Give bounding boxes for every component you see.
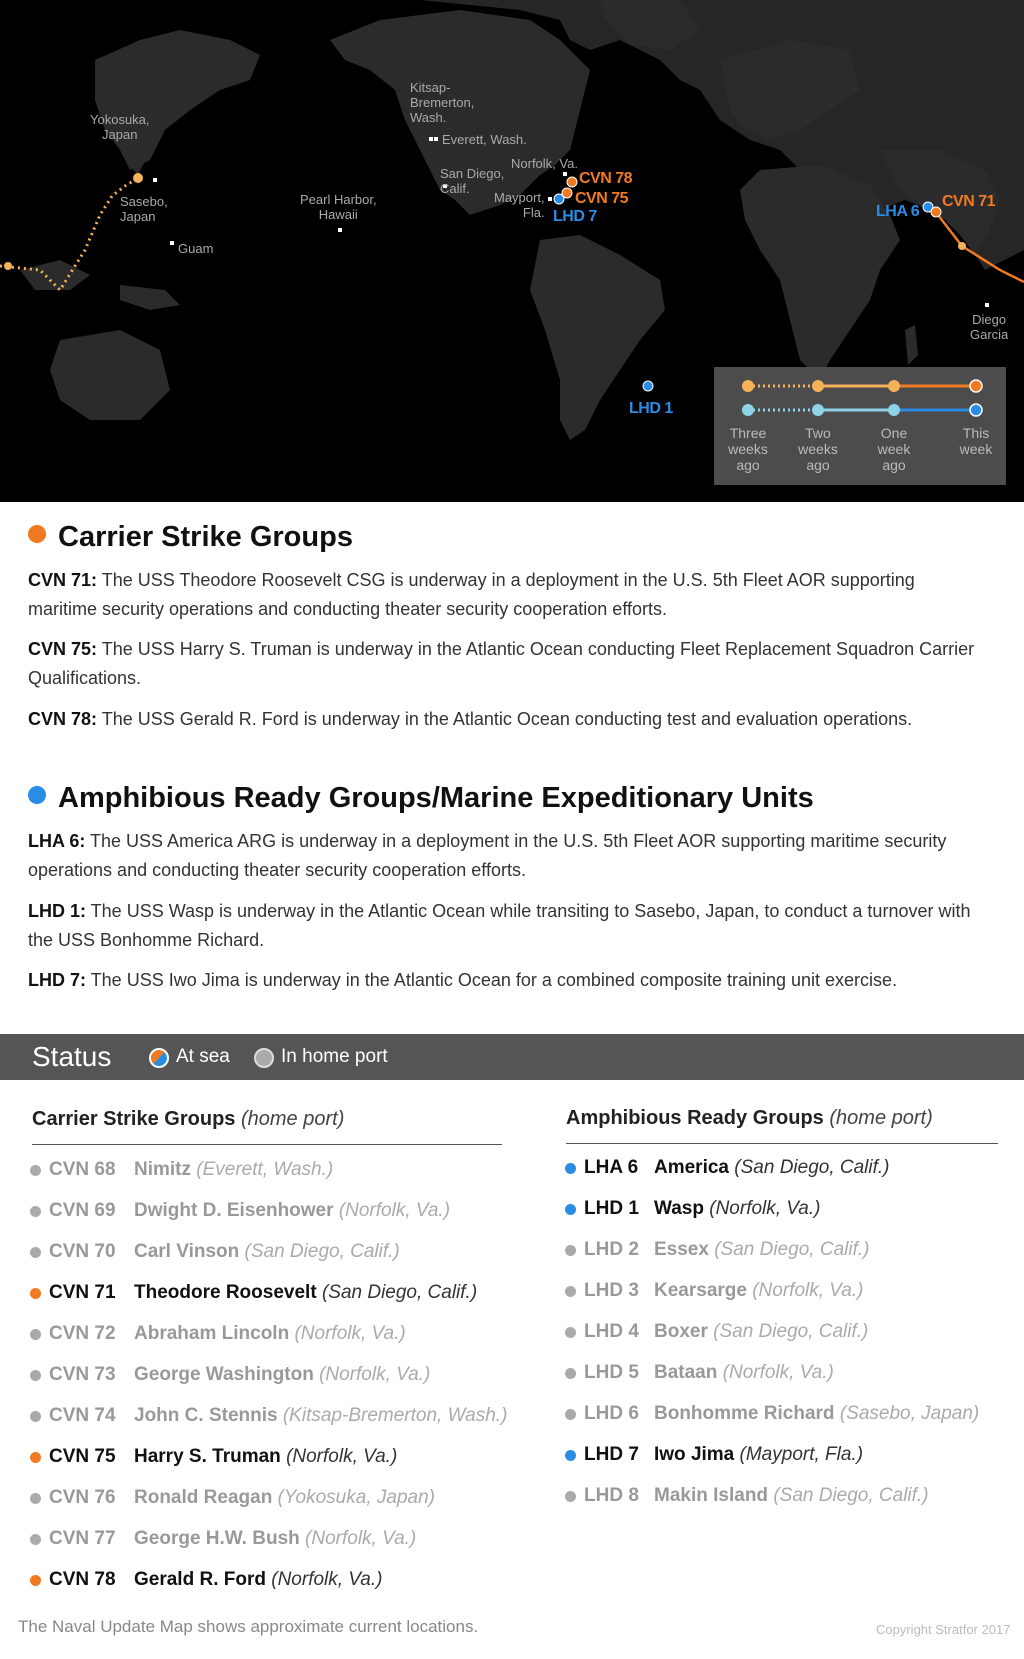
carrier-heading <box>28 520 353 554</box>
carrier-item-text: The USS Harry S. Truman is underway in the Atlantic Ocean conducting Fleet Replacement Squadron Carrier Qualifications. <box>28 639 975 688</box>
amphib-heading-text: Amphibious Ready Groups/Marine Expeditionary Units <box>58 782 814 814</box>
csg-table-heading-note: (home port) <box>240 1108 345 1130</box>
place-kitsap: Kitsap- Bremerton, Wash. <box>410 80 475 125</box>
ship-name-cell <box>134 1404 507 1428</box>
status-dot-icon <box>565 1327 576 1338</box>
ship-name-cell <box>134 1363 430 1387</box>
ship-label-cvn75: CVN 75 <box>575 190 629 207</box>
ship-name: Essex <box>654 1239 709 1260</box>
status-dot-icon <box>30 1411 41 1422</box>
ship-code: CVN 75 <box>49 1446 116 1467</box>
ship-name-cell <box>654 1156 890 1180</box>
home-port: (Norfolk, Va.) <box>286 1446 398 1467</box>
carrier-item-text: The USS Theodore Roosevelt CSG is underway in a deployment in the U.S. 5th Fleet AOR supporting maritime security operations and conducting theater security cooperation efforts. <box>28 570 915 619</box>
ship-name-cell <box>134 1322 406 1346</box>
home-port: (Kitsap-Bremerton, Wash.) <box>282 1405 508 1426</box>
status-dot-icon <box>565 1245 576 1256</box>
ship-name: Harry S. Truman <box>134 1446 281 1467</box>
ship-code: LHD 7 <box>584 1444 639 1465</box>
copyright: Copyright Stratfor 2017 <box>876 1622 1011 1637</box>
amphib-item-text: The USS Iwo Jima is underway in the Atlantic Ocean for a combined composite training unit exercise. <box>86 970 898 990</box>
at-sea-swatch-icon <box>149 1048 169 1068</box>
carrier-item-code: CVN 71: <box>28 570 98 590</box>
status-title: Status <box>32 1041 112 1072</box>
ship-name-cell <box>654 1361 834 1385</box>
home-port: (San Diego, Calif.) <box>244 1241 400 1262</box>
amphib-item-code: LHD 7: <box>28 970 86 990</box>
ship-name: Kearsarge <box>654 1280 747 1301</box>
status-dot-icon <box>565 1286 576 1297</box>
amphib-item-text: The USS America ARG is underway in a deployment in the U.S. 5th Fleet AOR supporting maritime security operations and conducting theater security cooperation efforts. <box>28 831 947 880</box>
carrier-item <box>28 705 988 734</box>
home-port-label: In home port <box>281 1046 388 1067</box>
carrier-heading-text: Carrier Strike Groups <box>58 521 353 553</box>
place-norfolk: Norfolk, Va. <box>511 156 578 171</box>
home-port: (Everett, Wash.) <box>196 1159 334 1180</box>
home-port: (Norfolk, Va.) <box>752 1280 864 1301</box>
home-port: (Norfolk, Va.) <box>305 1528 417 1549</box>
status-dot-icon <box>565 1163 576 1174</box>
ship-code: CVN 72 <box>49 1323 116 1344</box>
ship-name-cell <box>134 1158 333 1182</box>
carrier-dot-icon <box>28 525 46 543</box>
csg-table-heading <box>32 1107 344 1131</box>
status-dot-icon <box>30 1534 41 1545</box>
map-legend <box>714 367 1006 485</box>
place-mayport: Mayport, Fla. <box>494 190 545 220</box>
ship-code: LHA 6 <box>584 1157 639 1178</box>
ship-code: CVN 68 <box>49 1159 116 1180</box>
legend-two-weeks: Two weeks ago <box>798 425 838 473</box>
status-dot-icon <box>30 1370 41 1381</box>
legend-three-weeks: Three weeks ago <box>728 425 768 473</box>
naval-map <box>0 0 1024 502</box>
status-dot-icon <box>565 1368 576 1379</box>
ship-name: Iwo Jima <box>654 1444 735 1465</box>
csg-table-heading-text: Carrier Strike Groups <box>32 1108 236 1130</box>
at-sea-label: At sea <box>176 1046 230 1067</box>
status-dot-icon <box>30 1247 41 1258</box>
csg-table-divider <box>32 1144 502 1145</box>
place-pearl-harbor: Pearl Harbor, Hawaii <box>300 192 377 222</box>
legend-this-week: This week <box>959 425 993 457</box>
amphib-item <box>28 966 988 995</box>
ship-code: LHD 6 <box>584 1403 639 1424</box>
amphib-item <box>28 897 988 955</box>
ship-code: LHD 3 <box>584 1280 639 1301</box>
ship-code: CVN 71 <box>49 1282 116 1303</box>
ship-name: Makin Island <box>654 1485 769 1506</box>
place-san-diego: San Diego, Calif. <box>440 166 505 196</box>
carrier-item-code: CVN 78: <box>28 709 98 729</box>
ship-code: LHD 8 <box>584 1485 639 1506</box>
status-dot-icon <box>565 1409 576 1420</box>
home-port: (Yokosuka, Japan) <box>277 1487 435 1508</box>
carrier-item-code: CVN 75: <box>28 639 98 659</box>
home-port: (San Diego, Calif.) <box>713 1321 869 1342</box>
ship-name-cell <box>134 1445 397 1469</box>
ship-label-cvn71: CVN 71 <box>942 193 996 210</box>
ship-label-lha6: LHA 6 <box>876 203 920 220</box>
home-port: (Sasebo, Japan) <box>839 1403 980 1424</box>
home-port: (Norfolk, Va.) <box>338 1200 451 1221</box>
ship-code: LHD 2 <box>584 1239 639 1260</box>
ship-name-cell <box>654 1443 863 1467</box>
ship-label-lhd1: LHD 1 <box>629 400 673 417</box>
home-port: (Mayport, Fla.) <box>739 1444 864 1465</box>
ship-code: LHD 5 <box>584 1362 639 1383</box>
ship-code: CVN 77 <box>49 1528 116 1549</box>
amphib-item-text: The USS Wasp is underway in the Atlantic Ocean while transiting to Sasebo, Japan, to conduct a turnover with the USS Bonhomme Richard. <box>28 901 971 950</box>
arg-table-heading-text: Amphibious Ready Groups <box>566 1107 824 1129</box>
status-dot-icon <box>30 1329 41 1340</box>
ship-name-cell <box>654 1320 868 1344</box>
home-port: (San Diego, Calif.) <box>714 1239 870 1260</box>
ship-name: Ronald Reagan <box>134 1487 273 1508</box>
ship-name: America <box>654 1157 729 1178</box>
status-dot-icon <box>30 1493 41 1504</box>
status-dot-icon <box>30 1206 41 1217</box>
arg-table-divider <box>566 1143 998 1144</box>
ship-name: Abraham Lincoln <box>134 1323 290 1344</box>
ship-name: Carl Vinson <box>134 1241 240 1262</box>
ship-code: LHD 4 <box>584 1321 639 1342</box>
place-sasebo: Sasebo, Japan <box>120 194 168 224</box>
footer-note: The Naval Update Map shows approximate current locations. <box>18 1617 479 1636</box>
ship-name: George H.W. Bush <box>134 1528 300 1549</box>
ship-name-cell <box>134 1486 435 1510</box>
ship-name: Gerald R. Ford <box>134 1569 266 1590</box>
status-dot-icon <box>30 1452 41 1463</box>
ship-code: CVN 78 <box>49 1569 116 1590</box>
ship-name-cell <box>654 1279 863 1303</box>
home-port: (Norfolk, Va.) <box>319 1364 431 1385</box>
ship-name: Nimitz <box>134 1159 191 1180</box>
carrier-item <box>28 635 988 693</box>
amphib-item-code: LHD 1: <box>28 901 86 921</box>
status-bar <box>0 1034 1024 1080</box>
status-dot-icon <box>565 1491 576 1502</box>
carrier-item-text: The USS Gerald R. Ford is underway in the Atlantic Ocean conducting test and evaluation operations. <box>97 709 913 729</box>
home-port: (Norfolk, Va.) <box>722 1362 834 1383</box>
status-dot-icon <box>30 1165 41 1176</box>
ship-name-cell <box>134 1281 477 1305</box>
status-dot-icon <box>565 1204 576 1215</box>
ship-name: Boxer <box>654 1321 708 1342</box>
arg-table-heading <box>566 1106 933 1130</box>
place-diego-garcia: Diego Garcia <box>970 312 1009 342</box>
ship-name-cell <box>654 1402 979 1426</box>
ship-name: Wasp <box>654 1198 704 1219</box>
ship-name: John C. Stennis <box>134 1405 278 1426</box>
home-port: (San Diego, Calif.) <box>734 1157 890 1178</box>
ship-name-cell <box>134 1568 382 1592</box>
ship-name-cell <box>134 1199 450 1223</box>
status-dot-icon <box>30 1288 41 1299</box>
ship-name-cell <box>654 1484 929 1508</box>
legend-one-week: One week ago <box>877 425 911 473</box>
ship-label-cvn78: CVN 78 <box>579 170 633 187</box>
ship-code: CVN 70 <box>49 1241 116 1262</box>
ship-name-cell <box>134 1240 400 1264</box>
ship-name-cell <box>134 1527 416 1551</box>
ship-code: LHD 1 <box>584 1198 639 1219</box>
ship-name: Bataan <box>654 1362 718 1383</box>
place-everett: Everett, Wash. <box>442 132 527 147</box>
carrier-item <box>28 566 988 624</box>
arg-table-heading-note: (home port) <box>829 1107 933 1129</box>
ship-name-cell <box>654 1197 820 1221</box>
ship-code: CVN 76 <box>49 1487 116 1508</box>
home-port: (San Diego, Calif.) <box>321 1282 478 1303</box>
amphib-dot-icon <box>28 786 46 804</box>
home-port: (San Diego, Calif.) <box>773 1485 929 1506</box>
ship-code: CVN 74 <box>49 1405 116 1426</box>
ship-name: Dwight D. Eisenhower <box>134 1200 334 1221</box>
ship-label-lhd7: LHD 7 <box>553 208 597 225</box>
ship-name: George Washington <box>134 1364 314 1385</box>
home-port-swatch-icon <box>254 1048 274 1068</box>
amphib-item-code: LHA 6: <box>28 831 86 851</box>
home-port: (Norfolk, Va.) <box>271 1569 383 1590</box>
status-dot-icon <box>565 1450 576 1461</box>
place-yokosuka: Yokosuka, Japan <box>90 112 150 142</box>
home-port: (Norfolk, Va.) <box>709 1198 821 1219</box>
home-port: (Norfolk, Va.) <box>294 1323 406 1344</box>
ship-name-cell <box>654 1238 869 1262</box>
ship-code: CVN 73 <box>49 1364 116 1385</box>
amphib-heading <box>28 781 814 815</box>
amphib-item <box>28 827 988 885</box>
ship-name: Theodore Roosevelt <box>134 1282 317 1303</box>
status-dot-icon <box>30 1575 41 1586</box>
place-guam: Guam <box>178 241 214 256</box>
ship-code: CVN 69 <box>49 1200 116 1221</box>
ship-name: Bonhomme Richard <box>654 1403 835 1424</box>
